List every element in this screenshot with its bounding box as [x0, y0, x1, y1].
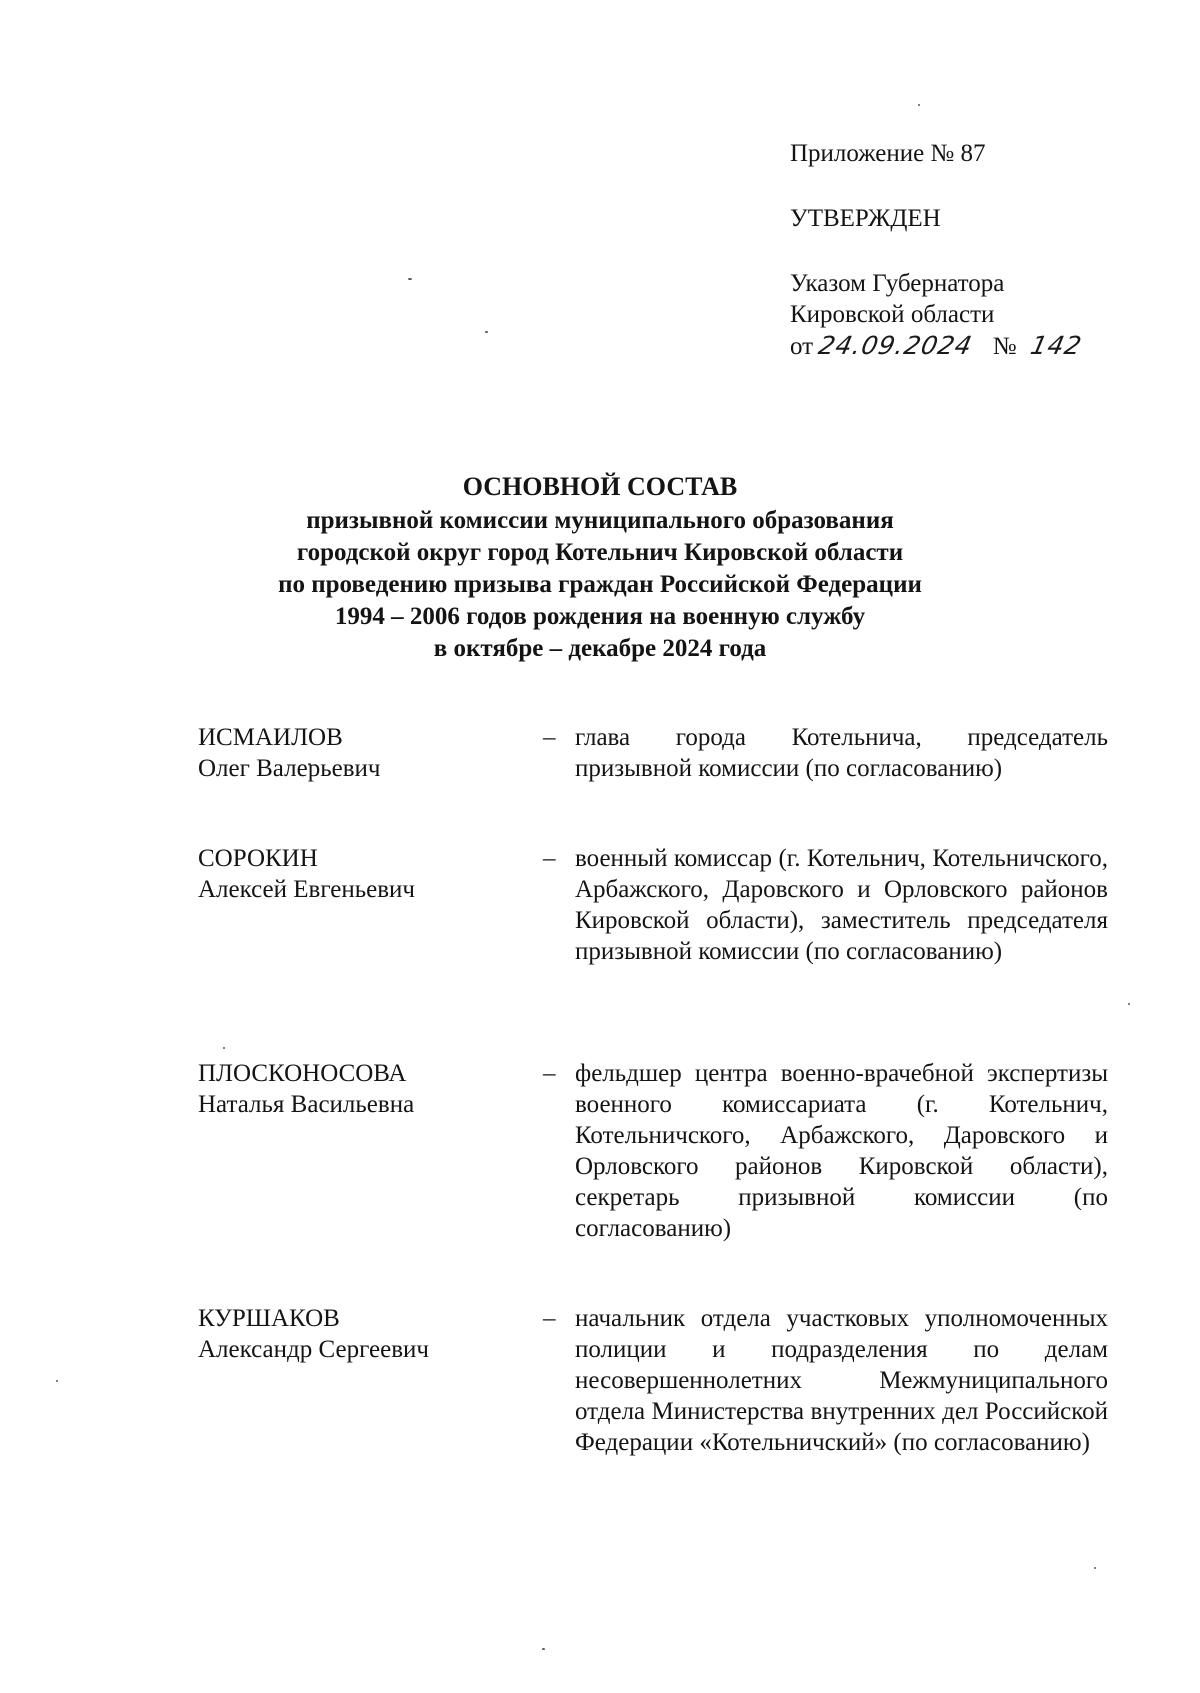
- title-main: ОСНОВНОЙ СОСТАВ: [462, 472, 738, 501]
- member-given-name: Александр Сергеевич: [198, 1336, 429, 1363]
- member-given-name: Олег Валерьевич: [198, 755, 381, 782]
- title-line: по проведению призыва граждан Российской Федерации: [278, 571, 922, 598]
- scan-speck: [485, 331, 488, 333]
- decree-date-number: [790, 330, 1130, 362]
- member-dash: –: [543, 724, 556, 751]
- handwritten-number: 142: [1027, 331, 1085, 360]
- title-line: городской округ город Котельнич Кировской области: [296, 539, 904, 566]
- member-surname: СОРОКИН: [198, 845, 318, 872]
- document-title: [140, 471, 1060, 665]
- member-name: [198, 1303, 528, 1365]
- scan-speck: [56, 1380, 58, 1382]
- member-name: [198, 843, 528, 905]
- member-role: глава города Котельнича, председатель призывной комиссии (по согласованию): [575, 724, 1108, 782]
- date-prefix: от: [790, 333, 814, 360]
- decree-line-1: Указом Губернатора: [790, 270, 1005, 297]
- number-sign: №: [992, 333, 1017, 360]
- scan-speck: [1128, 1003, 1130, 1005]
- member-name: [198, 722, 528, 784]
- member-role: начальник отдела участковых уполномоченных полиции и подразделения по делам несовершеннолетних Межмуниципального отдела Министерства внутренних дел Российской Федерации «Котельничский» (по согласованию): [575, 1305, 1108, 1456]
- member-role: военный комиссар (г. Котельнич, Котельничского, Арбажского, Даровского и Орловского районов Кировской области), заместитель председателя призывной комиссии (по согласованию): [575, 845, 1108, 965]
- scan-speck: [542, 1648, 545, 1650]
- appendix-number: Приложение № 87: [790, 140, 986, 167]
- member-name: [198, 1058, 528, 1120]
- member-surname: ИСМАИЛОВ: [198, 724, 343, 751]
- member-dash: –: [543, 845, 556, 872]
- member-surname: ПЛОСКОНОСОВА: [198, 1060, 407, 1087]
- scan-speck: [408, 278, 412, 280]
- member-given-name: Алексей Евгеньевич: [198, 876, 416, 903]
- approved-label: УТВЕРЖДЕН: [790, 205, 941, 232]
- member-dash: –: [543, 1305, 556, 1332]
- scan-speck: [223, 1047, 225, 1049]
- title-line: призывной комиссии муниципального образования: [306, 507, 894, 534]
- title-line: в октябре – декабре 2024 года: [433, 635, 767, 662]
- scan-speck: [1094, 1567, 1096, 1569]
- handwritten-date: 24.09.2024: [816, 331, 976, 360]
- approval-block: [790, 138, 1130, 362]
- member-surname: КУРШАКОВ: [198, 1305, 340, 1332]
- title-line: 1994 – 2006 годов рождения на военную службу: [334, 603, 866, 630]
- member-dash: –: [543, 1060, 556, 1087]
- scan-speck: [918, 104, 920, 106]
- member-given-name: Наталья Васильевна: [198, 1091, 415, 1118]
- decree-line-2: Кировской области: [790, 301, 995, 328]
- member-role: фельдшер центра военно-врачебной экспертизы военного комиссариата (г. Котельнич, Котельничского, Арбажского, Даровского и Орловского районов Кировской области), секретарь призывной комиссии (по согласованию): [575, 1060, 1108, 1242]
